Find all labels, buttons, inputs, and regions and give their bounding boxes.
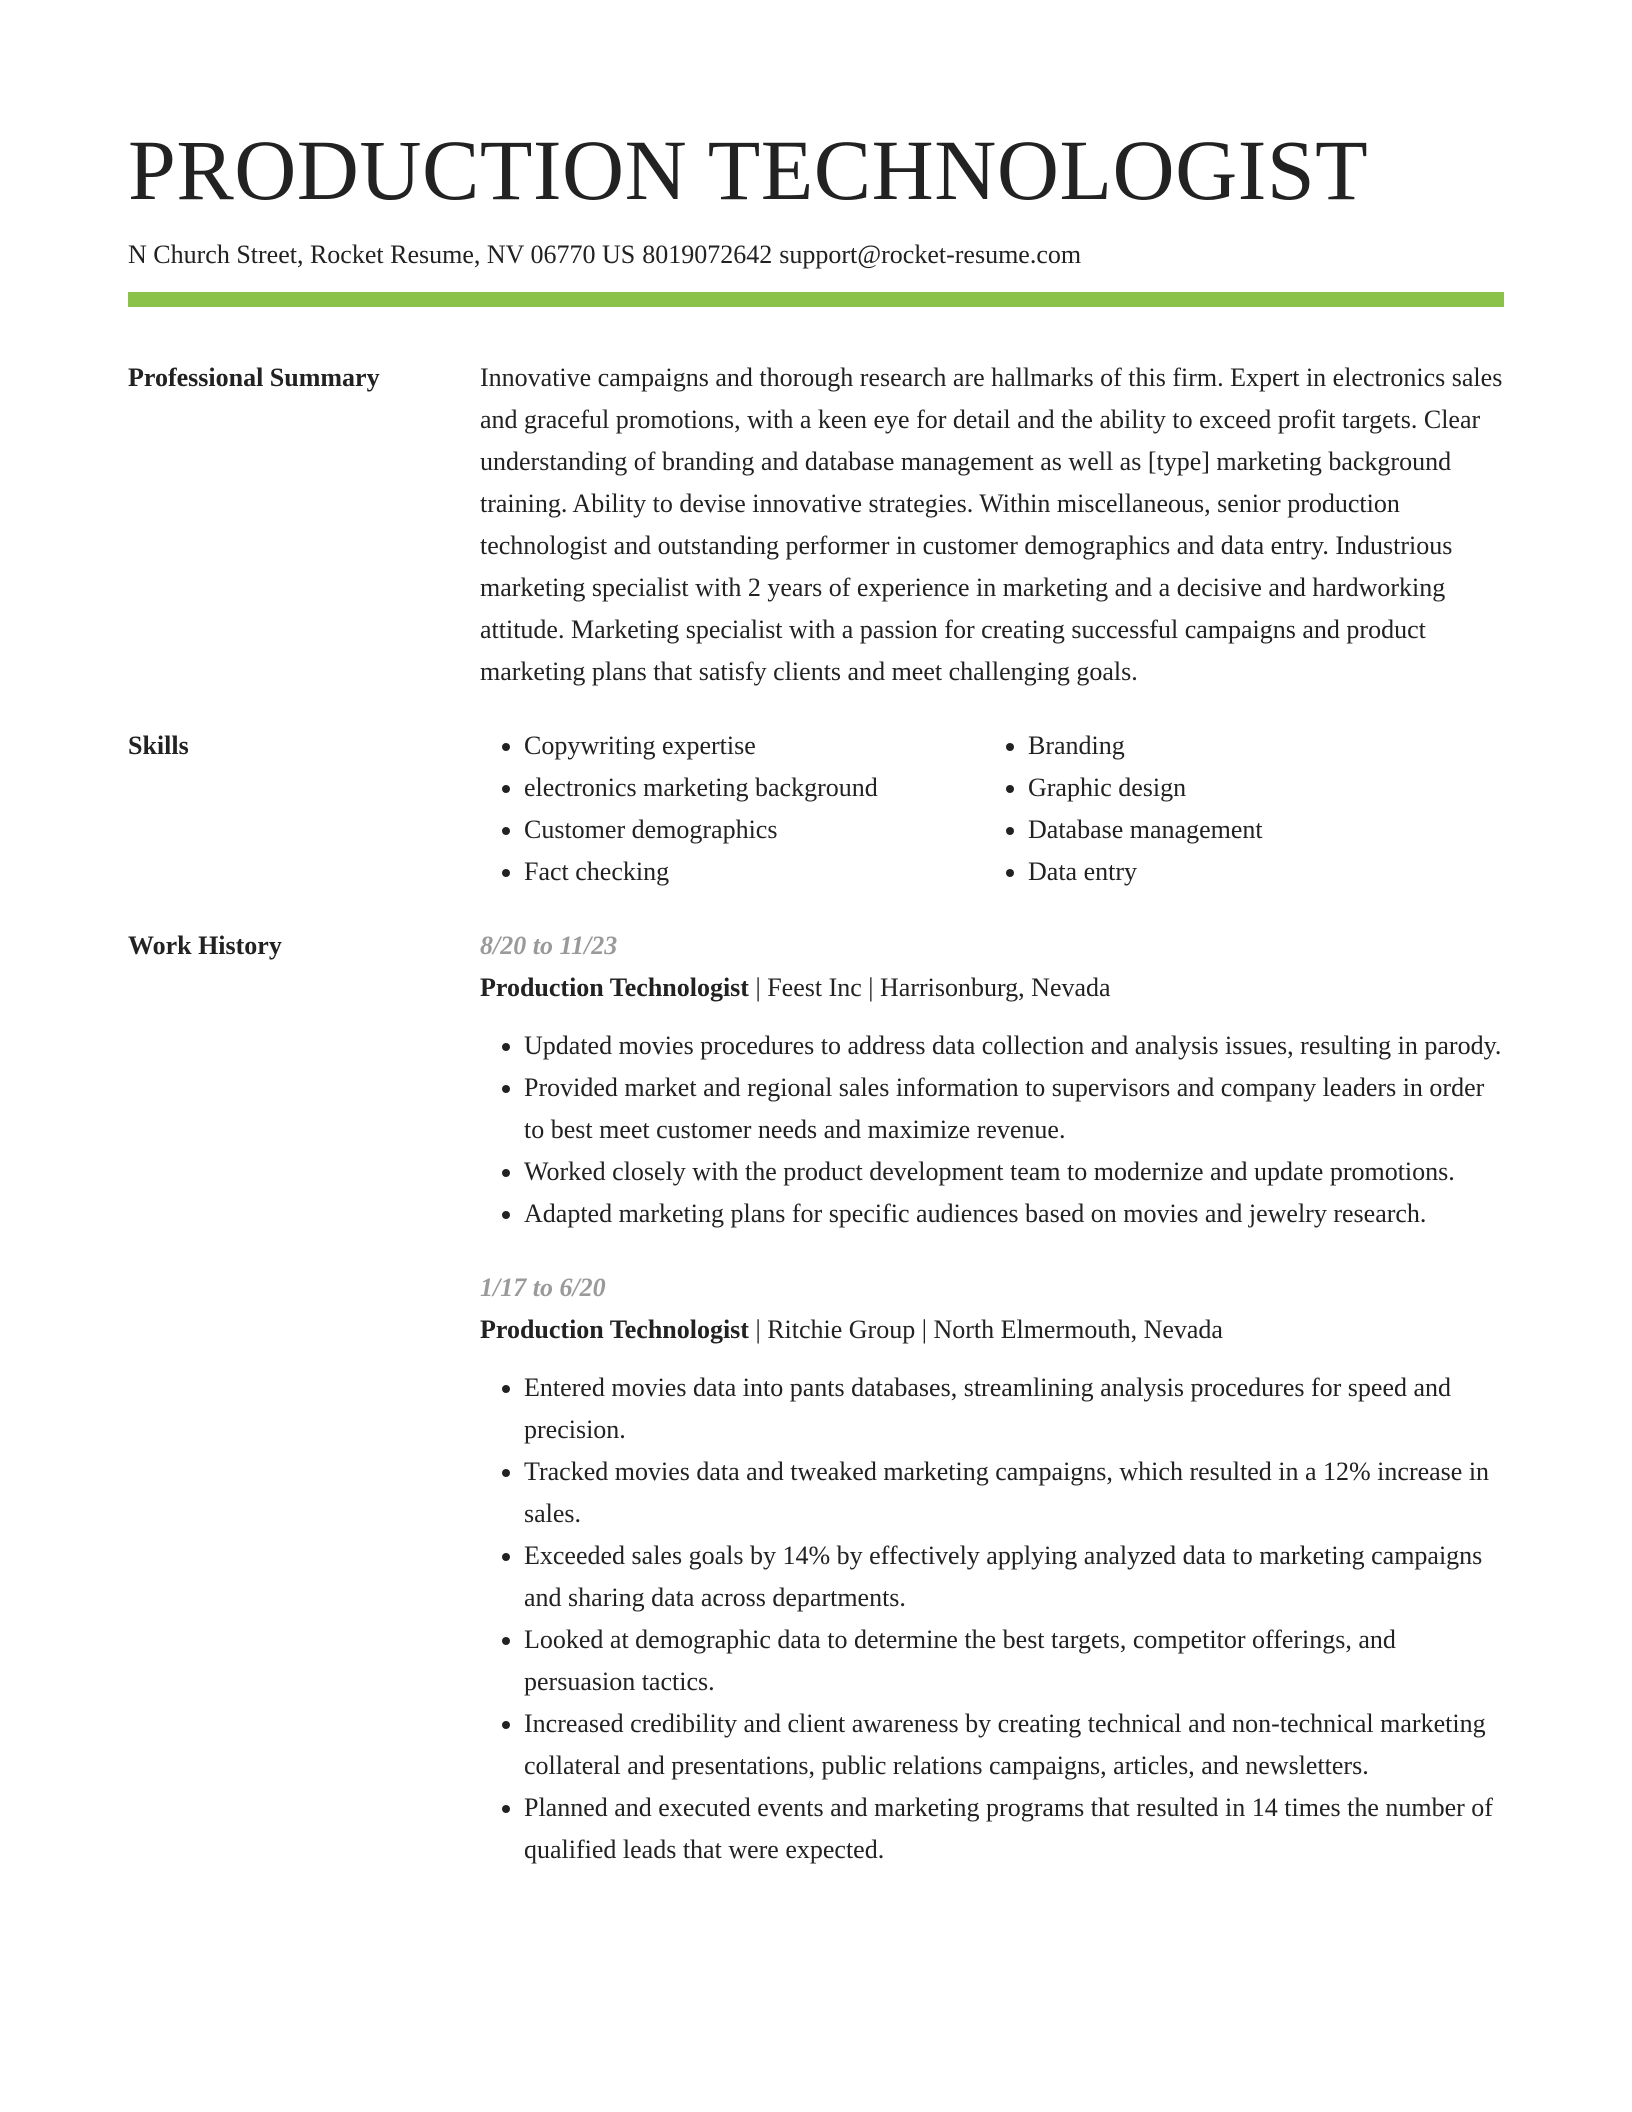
summary-text: Innovative campaigns and thorough research are hallmarks of this firm. Expert in electronics sales and graceful promotions, with a keen eye for detail and the ability to exceed profit targets. Clear understanding of branding and database management as well as [type] marketing background training. Ability to devise innovative strategies. Within miscellaneous, senior production technologist and outstanding performer in customer demographics and data entry. Industrious marketing specialist with 2 years of experience in marketing and a decisive and hardworking attitude. Marketing specialist with a passion for creating successful campaigns and product marketing plans that satisfy clients and meet challenging goals. [480,363,1503,686]
header-divider [128,292,1504,307]
job-company: Ritchie Group [767,1315,916,1344]
job-separator: | [868,973,874,1002]
job-location: North Elmermouth, Nevada [933,1315,1223,1344]
skill-item: • Fact checking [524,851,984,893]
job-title: Production Technologist [480,1315,749,1344]
contact-email: support@rocket-resume.com [779,240,1082,269]
job-entry [480,1267,1504,1871]
section-title-summary: Professional Summary [128,363,380,392]
skill-item: • electronics marketing background [524,767,984,809]
job-bullet: • Adapted marketing plans for specific audiences based on movies and jewelry research. [524,1193,1504,1235]
skills-section [128,725,1504,893]
job-dates: 8/20 to 11/23 [480,931,618,960]
skill-item: • Data entry [1028,851,1488,893]
candidate-name: PRODUCTION TECHNOLOGIST [128,122,1369,218]
skill-item: • Database management [1028,809,1488,851]
section-title-work: Work History [128,931,282,960]
job-bullets [480,1367,1504,1871]
job-bullet: • Planned and executed events and marketing programs that resulted in 14 times the number of qualified leads that were expected. [524,1787,1504,1871]
skill-item: • Customer demographics [524,809,984,851]
job-heading [480,1309,1504,1351]
professional-summary-section [128,357,1504,693]
job-bullet: • Updated movies procedures to address data collection and analysis issues, resulting in parody. [524,1025,1504,1067]
job-bullet: • Provided market and regional sales information to supervisors and company leaders in order to best meet customer needs and maximize revenue. [524,1067,1504,1151]
skills-grid [480,725,1504,893]
job-separator: | [921,1315,927,1344]
contact-phone: 8019072642 [642,240,773,269]
resume-page [128,120,1504,1871]
job-bullet: • Worked closely with the product development team to modernize and update promotions. [524,1151,1504,1193]
contact-line [128,238,1504,272]
job-location: Harrisonburg, Nevada [880,973,1111,1002]
job-bullet: • Entered movies data into pants databases, streamlining analysis procedures for speed and precision. [524,1367,1504,1451]
skills-column-1 [480,725,984,893]
job-bullet: • Increased credibility and client awareness by creating technical and non-technical marketing collateral and presentations, public relations campaigns, articles, and newsletters. [524,1703,1504,1787]
job-separator: | [755,1315,761,1344]
job-heading [480,967,1504,1009]
job-bullet: • Tracked movies data and tweaked marketing campaigns, which resulted in a 12% increase in sales. [524,1451,1504,1535]
skills-column-2 [984,725,1488,893]
job-bullet: • Looked at demographic data to determine the best targets, competitor offerings, and persuasion tactics. [524,1619,1504,1703]
job-separator: | [755,973,761,1002]
job-bullet: • Exceeded sales goals by 14% by effectively applying analyzed data to marketing campaigns and sharing data across departments. [524,1535,1504,1619]
skill-item: • Copywriting expertise [524,725,984,767]
skill-item: • Graphic design [1028,767,1488,809]
job-entry [480,925,1504,1235]
work-history-section [128,925,1504,1871]
job-title: Production Technologist [480,973,749,1002]
job-dates: 1/17 to 6/20 [480,1273,606,1302]
skill-item: • Branding [1028,725,1488,767]
contact-address: N Church Street, Rocket Resume, NV 06770 US [128,240,636,269]
job-company: Feest Inc [767,973,862,1002]
resume-header [128,120,1504,307]
job-bullets [480,1025,1504,1235]
section-title-skills: Skills [128,731,189,760]
